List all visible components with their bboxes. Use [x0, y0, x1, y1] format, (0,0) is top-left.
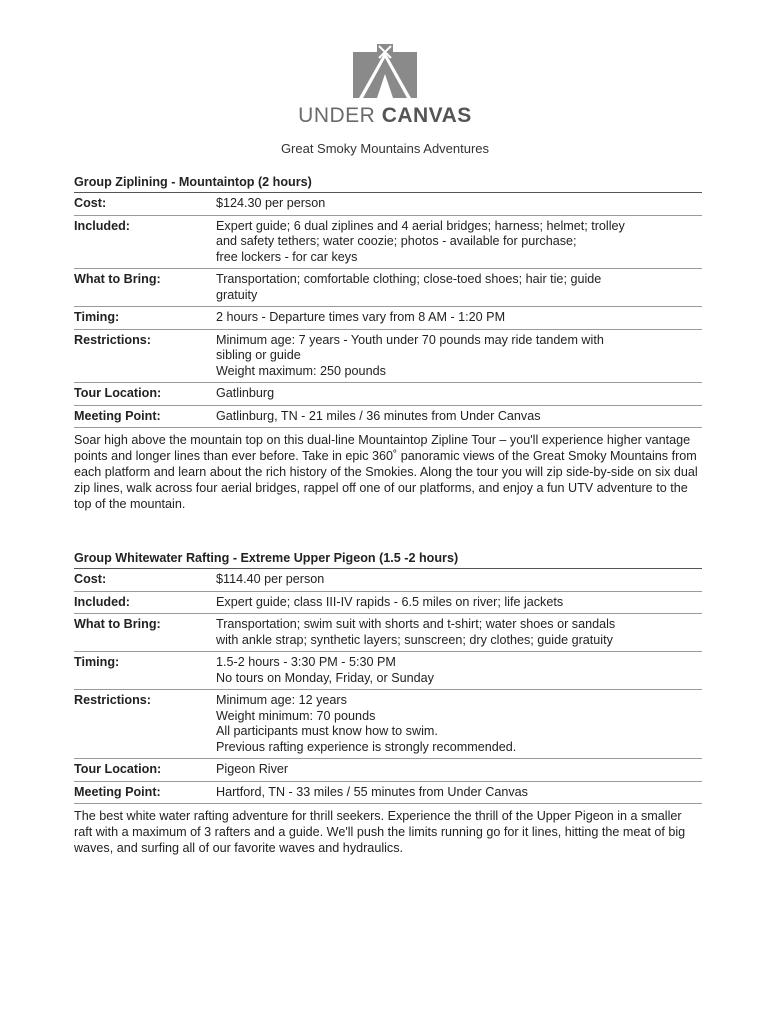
detail-value-line: Hartford, TN - 33 miles / 55 minutes from Under Canvas — [216, 784, 528, 799]
section-description: Soar high above the mountain top on this dual-line Mountaintop Zipline Tour – you'll experience higher vantage points and longer lines than ever before. Take in epic 360˚ panoramic views of the Great Smoky Mountains from each platform and learn about the rich history of the Smokies. Along the tour you will zip side-by-side on six dual zip lines, walk across four aerial bridges, rappel off one of our platforms, and enjoy a fun UTV adventure to the top of the mountain. — [74, 433, 698, 511]
detail-row — [74, 269, 702, 307]
detail-value — [216, 693, 702, 755]
detail-value-line: 1.5-2 hours - 3:30 PM - 5:30 PM — [216, 655, 396, 669]
detail-row — [74, 690, 702, 759]
detail-label: Tour Location: — [74, 386, 162, 400]
detail-value-line: Transportation; comfortable clothing; close-toed shoes; hair tie; guide — [216, 272, 602, 286]
activity-section-rafting — [74, 551, 702, 856]
detail-value-line: Expert guide; class III-IV rapids - 6.5 miles on river; life jackets — [216, 594, 564, 609]
detail-value-line: Previous rafting experience is strongly recommended. — [216, 739, 517, 754]
wordmark-bold: CANVAS — [381, 104, 472, 127]
tent-icon — [353, 44, 417, 98]
detail-label: Included: — [74, 218, 130, 233]
detail-value — [216, 333, 702, 380]
detail-value-line: Weight maximum: 250 pounds — [216, 363, 386, 378]
detail-row — [74, 406, 702, 429]
detail-value — [216, 762, 702, 778]
activity-section-ziplining — [74, 175, 702, 512]
detail-row — [74, 307, 702, 330]
detail-value-line: $124.30 per person — [216, 196, 326, 210]
detail-value-line: gratuity — [216, 287, 258, 302]
detail-value-line: Gatlinburg, TN - 21 miles / 36 minutes from Under Canvas — [216, 408, 541, 423]
wordmark-light: UNDER — [298, 104, 376, 127]
detail-row — [74, 759, 702, 782]
detail-label: Meeting Point: — [74, 408, 161, 423]
detail-value — [216, 617, 702, 648]
page-subtitle: Great Smoky Mountains Adventures — [280, 141, 490, 156]
detail-row — [74, 216, 702, 270]
brand-logo — [0, 44, 770, 128]
detail-row — [74, 193, 702, 216]
detail-value-line: Minimum age: 7 years - Youth under 70 pounds may ride tandem with — [216, 332, 604, 347]
detail-label: Timing: — [74, 310, 120, 324]
detail-row — [74, 383, 702, 406]
detail-value — [216, 785, 702, 801]
detail-label: Timing: — [74, 655, 120, 669]
detail-value-line: Expert guide; 6 dual ziplines and 4 aerial bridges; harness; helmet; trolley — [216, 218, 625, 233]
section-title: Group Ziplining - Mountaintop (2 hours) — [74, 175, 702, 193]
detail-value — [216, 595, 702, 611]
detail-label: Cost: — [74, 572, 107, 586]
detail-label: What to Bring: — [74, 272, 161, 286]
detail-row — [74, 782, 702, 805]
detail-label: Restrictions: — [74, 332, 151, 347]
detail-value-line: with ankle strap; synthetic layers; sunscreen; dry clothes; guide gratuity — [216, 632, 613, 647]
detail-value-line: Transportation; swim suit with shorts and t-shirt; water shoes or sandals — [216, 617, 616, 631]
detail-value-line: sibling or guide — [216, 348, 301, 362]
detail-label: Restrictions: — [74, 693, 151, 707]
detail-value-line: Weight minimum: 70 pounds — [216, 708, 376, 723]
detail-row — [74, 652, 702, 690]
detail-label: Included: — [74, 594, 130, 609]
detail-value — [216, 196, 702, 212]
detail-value — [216, 310, 702, 326]
detail-value-line: Gatlinburg — [216, 386, 275, 400]
detail-value-line: and safety tethers; water coozie; photos - available for purchase; — [216, 234, 577, 248]
detail-value — [216, 272, 702, 303]
detail-row — [74, 592, 702, 615]
detail-value — [216, 572, 702, 588]
section-title: Group Whitewater Rafting - Extreme Upper Pigeon (1.5 -2 hours) — [74, 551, 702, 569]
detail-label: Tour Location: — [74, 762, 162, 776]
brand-wordmark — [0, 104, 770, 128]
detail-label: Meeting Point: — [74, 784, 161, 799]
detail-row — [74, 330, 702, 384]
detail-label: What to Bring: — [74, 617, 161, 631]
section-description: The best white water rafting adventure for thrill seekers. Experience the thrill of the Upper Pigeon in a smaller raft with a maximum of 3 rafters and a guide. We'll push the limits running go for it lines, hitting the meat of big waves, and surfing all of our favorite waves and hydraulics. — [74, 809, 686, 855]
detail-label: Cost: — [74, 196, 107, 210]
detail-value — [216, 655, 702, 686]
detail-value-line: Pigeon River — [216, 762, 289, 776]
detail-value-line: free lockers - for car keys — [216, 249, 358, 264]
detail-value-line: Minimum age: 12 years — [216, 693, 347, 707]
detail-value — [216, 409, 702, 425]
detail-value-line: 2 hours - Departure times vary from 8 AM - 1:20 PM — [216, 310, 506, 324]
detail-value-line: $114.40 per person — [216, 572, 325, 586]
detail-value-line: No tours on Monday, Friday, or Sunday — [216, 670, 434, 685]
detail-row — [74, 614, 702, 652]
detail-value — [216, 386, 702, 402]
detail-row — [74, 569, 702, 592]
detail-value-line: All participants must know how to swim. — [216, 724, 438, 738]
detail-value — [216, 219, 702, 266]
